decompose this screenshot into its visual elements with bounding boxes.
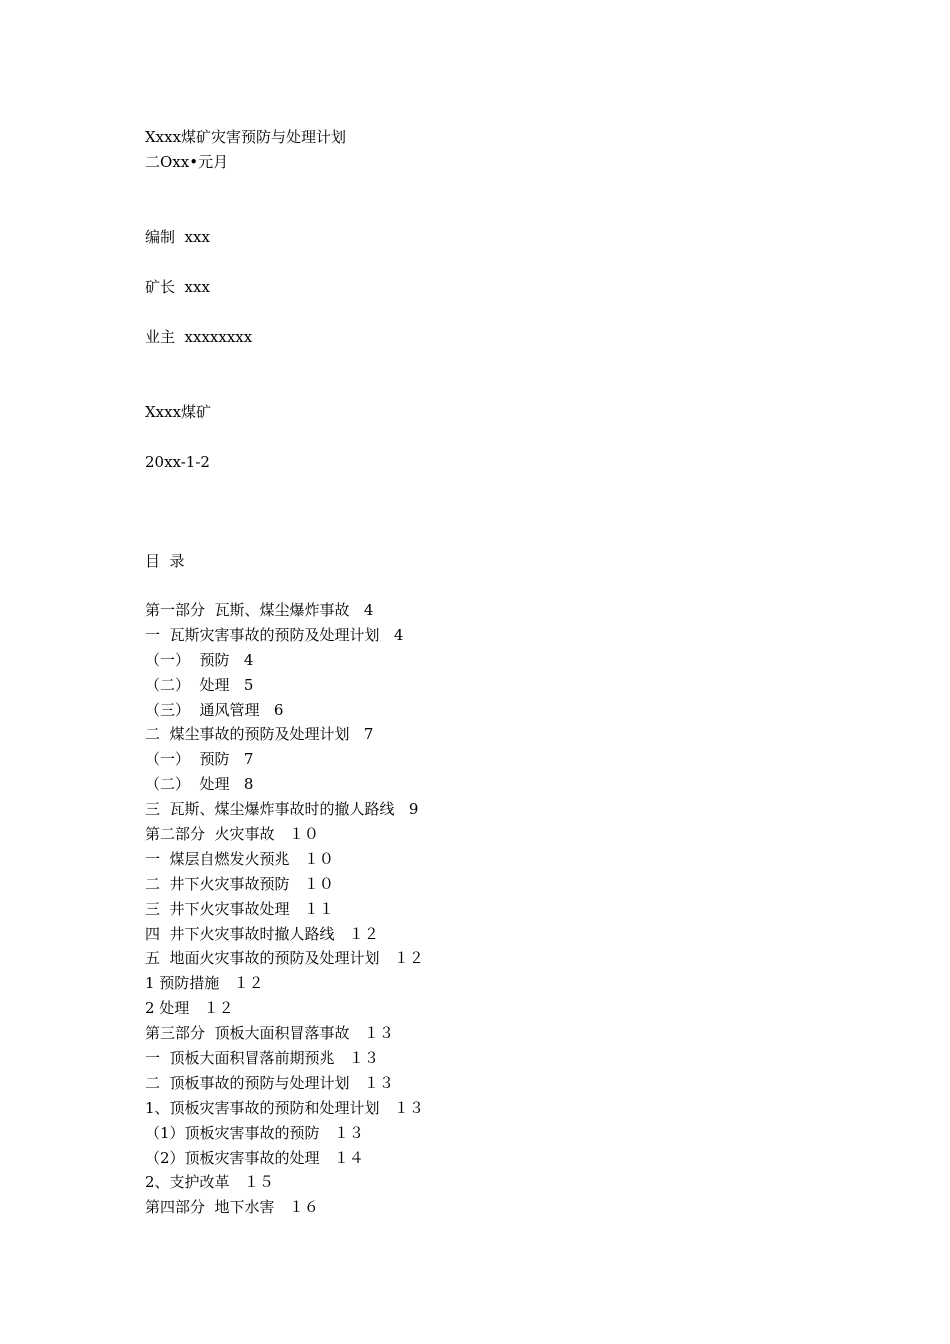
toc-item: 五 地面火灾事故的预防及处理计划 １２ — [145, 949, 424, 968]
compiled-by: 编制 xxx — [145, 228, 210, 246]
toc-item: 二 顶板事故的预防与处理计划 １３ — [145, 1073, 394, 1092]
toc-item: （2）顶板灾害事故的处理 １４ — [145, 1148, 364, 1167]
document-title: Xxxx煤矿灾害预防与处理计划 — [145, 128, 347, 146]
toc-item: （1）顶板灾害事故的预防 １３ — [145, 1123, 364, 1142]
toc-item: 2、支护改革 １５ — [145, 1173, 274, 1192]
cover-date: 20xx-1-2 — [145, 453, 210, 471]
toc-item: 一 煤层自燃发火预兆 １０ — [145, 849, 334, 868]
toc-item: 二 井下火灾事故预防 １０ — [145, 874, 334, 893]
toc-item: 第二部分 火灾事故 １０ — [145, 825, 319, 844]
toc-item: 第四部分 地下水害 １６ — [145, 1198, 319, 1217]
owner: 业主 xxxxxxxx — [145, 328, 253, 346]
toc-heading: 目 录 — [145, 552, 185, 570]
toc-item: 三 瓦斯、煤尘爆炸事故时的撤人路线 9 — [145, 800, 419, 819]
toc-item: 三 井下火灾事故处理 １１ — [145, 899, 334, 918]
toc-item: （二） 处理 5 — [145, 675, 254, 694]
mine-name: Xxxx煤矿 — [145, 403, 212, 421]
toc-item: （二） 处理 8 — [145, 775, 254, 794]
toc-item: 四 井下火灾事故时撤人路线 １２ — [145, 924, 379, 943]
toc-item: （一） 预防 4 — [145, 650, 254, 669]
mine-director: 矿长 xxx — [145, 278, 210, 296]
toc-item: 一 顶板大面积冒落前期预兆 １３ — [145, 1049, 379, 1068]
toc-item: 第三部分 顶板大面积冒落事故 １３ — [145, 1024, 394, 1043]
document-date-line: 二Oxx•元月 — [145, 153, 229, 171]
toc-item: 1 预防措施 １２ — [145, 974, 264, 993]
toc-item: （一） 预防 7 — [145, 750, 254, 769]
toc-item: 1、顶板灾害事故的预防和处理计划 １３ — [145, 1098, 424, 1117]
toc-item: 一 瓦斯灾害事故的预防及处理计划 4 — [145, 625, 404, 644]
toc-item: 第一部分 瓦斯、煤尘爆炸事故 4 — [145, 601, 374, 619]
table-of-contents — [145, 600, 424, 1222]
toc-item: 2 处理 １２ — [145, 999, 234, 1018]
toc-item: 二 煤尘事故的预防及处理计划 7 — [145, 725, 374, 744]
toc-item: （三） 通风管理 6 — [145, 700, 284, 719]
